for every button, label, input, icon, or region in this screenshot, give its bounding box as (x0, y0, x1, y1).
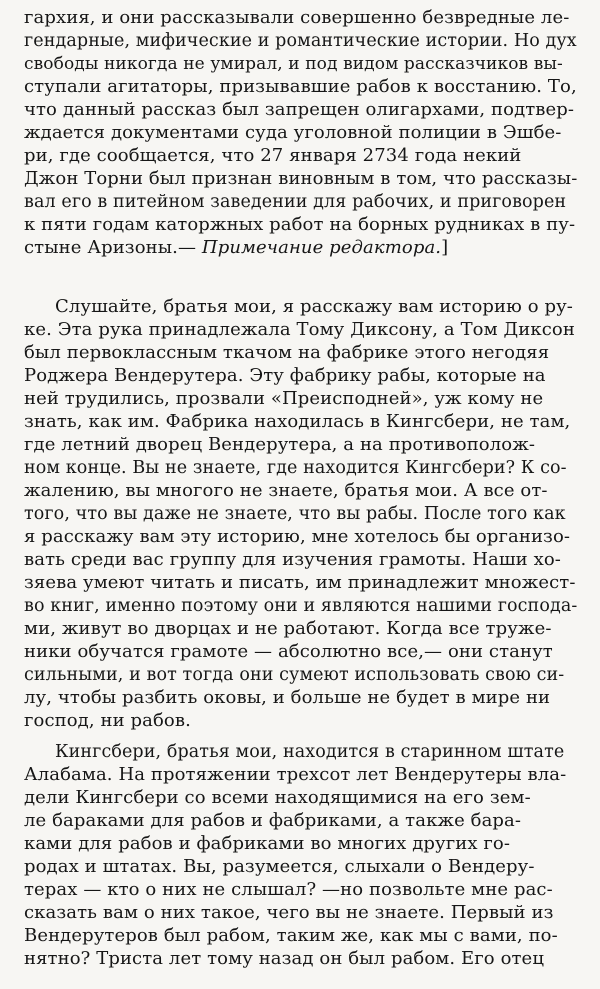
note-line: гархия, и они рассказывали совершенно безвредные ле- (24, 7, 570, 28)
paragraph-line: Вендерутеров был рабом, таким же, как мы с вами, по- (24, 925, 558, 946)
note-line: стыне Аризоны.— (24, 237, 202, 258)
paragraph-line: ном конце. Вы не знаете, где находится Кингсбери? К со- (24, 458, 567, 478)
paragraph-line: ней трудились, прозвали «Преисподней», уж кому не (24, 388, 544, 409)
paragraph-line: лу, чтобы разбить оковы, и больше не будет в мире ни (24, 687, 551, 708)
paragraph-line: зяева умеют читать и писать, им принадлежит множест- (24, 572, 576, 593)
paragraph-line: сказать вам о них такое, чего вы не знаете. Первый из (24, 902, 554, 923)
paragraph-line: во книг, именно поэтому они и являются нашими господа- (24, 596, 578, 616)
paragraph-line: родах и штатах. Вы, разумеется, слыхали о Вендеру- (24, 856, 535, 877)
paragraph-line: жалению, вы многого не знаете, братья мои. А все от- (24, 480, 548, 501)
note-line: ри, где сообщается, что 27 января 2734 года некий (24, 145, 522, 166)
note-last-line (24, 237, 448, 259)
note-line: ступали агитаторы, призывавшие рабов к восстанию. То, (24, 76, 577, 97)
paragraph-line: Слушайте, братья мои, я расскажу вам историю о ру- (55, 296, 573, 317)
note-line: что данный рассказ был запрещен олигархами, подтвер- (24, 99, 575, 120)
paragraph-line: ками для рабов и фабриками во многих других го- (24, 833, 511, 854)
paragraph-line: где летний дворец Вендерутера, а на противополож- (24, 434, 536, 455)
paragraph-line: ники обучатся грамоте — абсолютно все,— они станут (24, 641, 553, 662)
note-attribution: Примечание редактора. (201, 237, 442, 258)
paragraph-line: ми, живут во дворцах и не работают. Когда все труже- (24, 618, 552, 639)
paragraph-line: я расскажу вам эту историю, мне хотелось бы организо- (24, 526, 571, 547)
paragraph-line: сильными, и вот тогда они сумеют использовать свою си- (24, 665, 565, 685)
paragraph-line: вать среди вас группу для изучения грамоты. Наши хо- (24, 549, 561, 570)
paragraph-line: Роджера Вендерутера. Эту фабрику рабы, которые на (24, 365, 546, 386)
note-closing-bracket: ] (441, 237, 449, 258)
paragraph-line: дели Кингсбери со всеми находящимися на его зем- (24, 787, 531, 808)
paragraph-line: был первоклассным ткачом на фабрике этого негодяя (24, 342, 550, 363)
note-line: к пяти годам каторжных работ на борных рудниках в пу- (24, 214, 576, 235)
paragraph-line: господ, ни рабов. (24, 710, 191, 731)
note-line: свободы никогда не умирал, и под видом рассказчиков вы- (24, 54, 563, 74)
paragraph-line: ле бараками для рабов и фабриками, а также бара- (24, 810, 522, 831)
paragraph-line: нятно? Триста лет тому назад он был рабом. Его отец (24, 948, 544, 969)
note-line: вал его в питейном заведении для рабочих, и приговорен (24, 192, 567, 212)
paragraph-line: знать, как им. Фабрика находилась в Кингсбери, не там, (24, 411, 571, 432)
note-line: Джон Торни был признан виновным в том, что рассказы- (24, 168, 578, 189)
paragraph-line: того, что вы даже не знаете, что вы рабы. После того как (24, 504, 566, 524)
paragraph-line: Алабама. На протяжении трехсот лет Вендерутеры вла- (24, 764, 567, 785)
paragraph-line: терах — кто о них не слышал? —но позвольте мне рас- (24, 879, 553, 900)
paragraph-line: ке. Эта рука принадлежала Тому Диксону, а Том Диксон (24, 319, 575, 340)
paragraph-line: Кингсбери, братья мои, находится в старинном штате (55, 742, 565, 762)
note-line: ждается документами суда уголовной полиции в Эшбе- (24, 122, 562, 143)
note-line: гендарные, мифические и романтические истории. Но дух (24, 31, 577, 51)
